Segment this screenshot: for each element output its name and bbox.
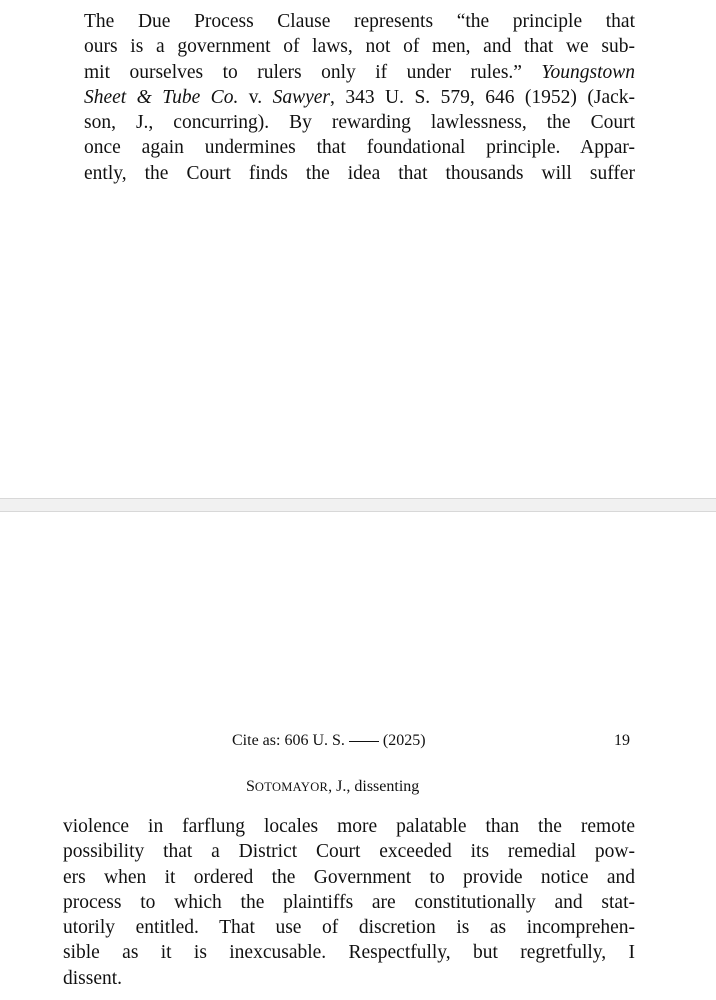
- text-line: violence in farflung locales more palatable than the remote: [63, 816, 635, 837]
- running-head-initial: S: [246, 778, 255, 795]
- text-line: ently, the Court finds the idea that thousands will suffer: [84, 162, 635, 184]
- text-line: utorily entitled. That use of discretion is as incomprehen-: [63, 917, 635, 939]
- running-head-suffix: , J., dissenting: [328, 778, 420, 795]
- text-line: sible as it is inexcusable. Respectfully, but regretfully, I: [63, 942, 635, 964]
- citation-header: [232, 732, 426, 750]
- text-line: son, J., concurring). By rewarding lawlessness, the Court: [84, 112, 635, 134]
- case-name-italic: Sawyer: [272, 86, 331, 108]
- page-separator: [0, 498, 716, 512]
- text-line: process to which the plaintiffs are constitutionally and stat-: [63, 891, 635, 913]
- text-segment: mit ourselves to rulers only if under rules.”: [84, 61, 542, 83]
- cite-year: (2025): [382, 732, 426, 749]
- text-segment: v.: [238, 86, 273, 108]
- cite-blank-line: [349, 741, 379, 742]
- text-line: [63, 85, 635, 110]
- text-line: ers when it ordered the Government to provide notice and: [63, 866, 635, 888]
- running-head: [246, 778, 419, 796]
- case-name-italic: Sheet & Tube Co.: [84, 86, 239, 108]
- cite-prefix: Cite as: 606 U. S.: [232, 732, 345, 749]
- text-line: dissent.: [63, 967, 123, 989]
- running-head-smallcaps: OTOMAYOR: [254, 780, 329, 794]
- case-name-italic: Youngstown: [541, 61, 635, 83]
- paragraph-due-process: [63, 9, 635, 186]
- text-line: [63, 60, 635, 85]
- page-top: [0, 0, 716, 498]
- paragraph-dissent-conclusion: [63, 814, 635, 991]
- text-segment: , 343 U. S. 579, 646 (1952) (Jack-: [330, 86, 636, 108]
- page-bottom: [0, 512, 716, 1000]
- text-line: ours is a government of laws, not of men, and that we sub-: [84, 36, 635, 58]
- text-line: possibility that a District Court exceeded its remedial pow-: [63, 841, 635, 863]
- page-number: 19: [614, 732, 630, 749]
- text-line: The Due Process Clause represents “the principle that: [84, 11, 635, 32]
- text-line: once again undermines that foundational principle. Appar-: [84, 137, 635, 159]
